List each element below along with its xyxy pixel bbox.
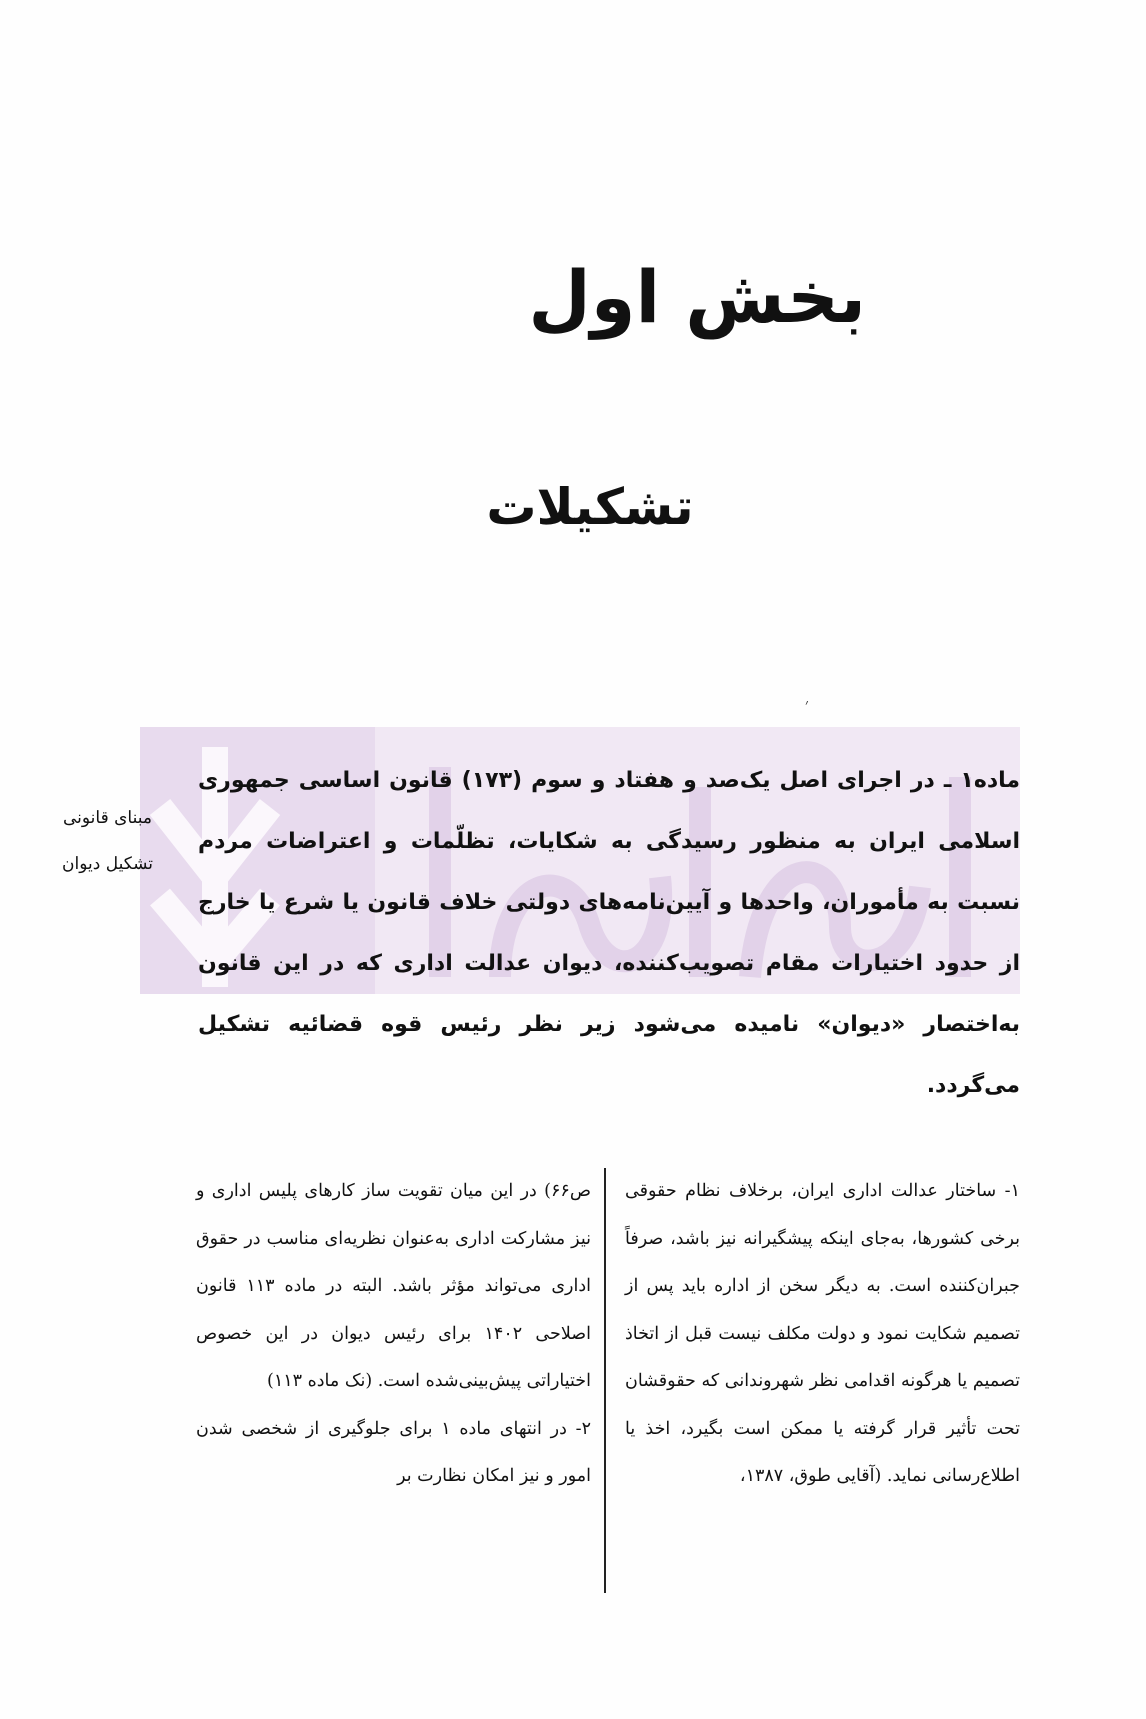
margin-note-line-1: مبنای قانونی xyxy=(63,808,152,828)
footnote-column-right xyxy=(625,1168,1020,1501)
footnote-column-left xyxy=(196,1168,591,1501)
article-1-text: ماده۱ ـ در اجرای اصل یک‌صد و هفتاد و سوم (۱۷۳) قانون اساسی جمهوری اسلامی ایران به منظور رسیدگی به شکایات، تظلّمات و اعتراضات مردم نسبت به مأموران، واحدها و آیین‌نامه‌های دولتی خلاف قانون یا شرع یا خارج از حدود اختیارات مقام تصویب‌کننده، دیوان عدالت اداری که در این قانون به‌اختصار «دیوان» نامیده می‌شود زیر نظر رئیس قوه قضائیه تشکیل می‌گردد. xyxy=(198,768,1020,1098)
print-mark: ׳ xyxy=(805,695,809,714)
chapter-title: تشکیلات xyxy=(486,478,694,536)
footnote-1-continued: ص۶۶) در این میان تقویت ساز کارهای پلیس اداری و نیز مشارکت اداری به‌عنوان نظریه‌ای مناسب در حقوق اداری می‌تواند مؤثر باشد. البته در ماده ۱۱۳ قانون اصلاحی ۱۴۰۲ برای رئیس دیوان در این خصوص اختیاراتی پیش‌بینی‌شده است. (نک ماده ۱۱۳) xyxy=(196,1181,591,1391)
part-title: بخش اول xyxy=(528,255,866,339)
column-divider xyxy=(604,1168,606,1593)
margin-note xyxy=(40,795,175,887)
footnote-2: ۲- در انتهای ماده ۱ برای جلوگیری از شخصی شدن امور و نیز امکان نظارت بر xyxy=(196,1418,591,1486)
footnote-1: ۱- ساختار عدالت اداری ایران، برخلاف نظام حقوقی برخی کشورها، به‌جای اینکه پیشگیرانه نیز باشد، صرفاً جبران‌کننده است. به دیگر سخن از اداره باید پس از تصمیم شکایت نمود و دولت مکلف نیست قبل از اتخاذ تصمیم یا هرگونه اقدامی نظر شهروندانی که حقوقشان تحت تأثیر قرار گرفته یا ممکن است بگیرد، اخذ یا اطلاع‌رسانی نماید. (آقایی طوق، ۱۳۸۷، xyxy=(625,1181,1020,1486)
margin-note-line-2: تشکیل دیوان xyxy=(62,854,153,874)
